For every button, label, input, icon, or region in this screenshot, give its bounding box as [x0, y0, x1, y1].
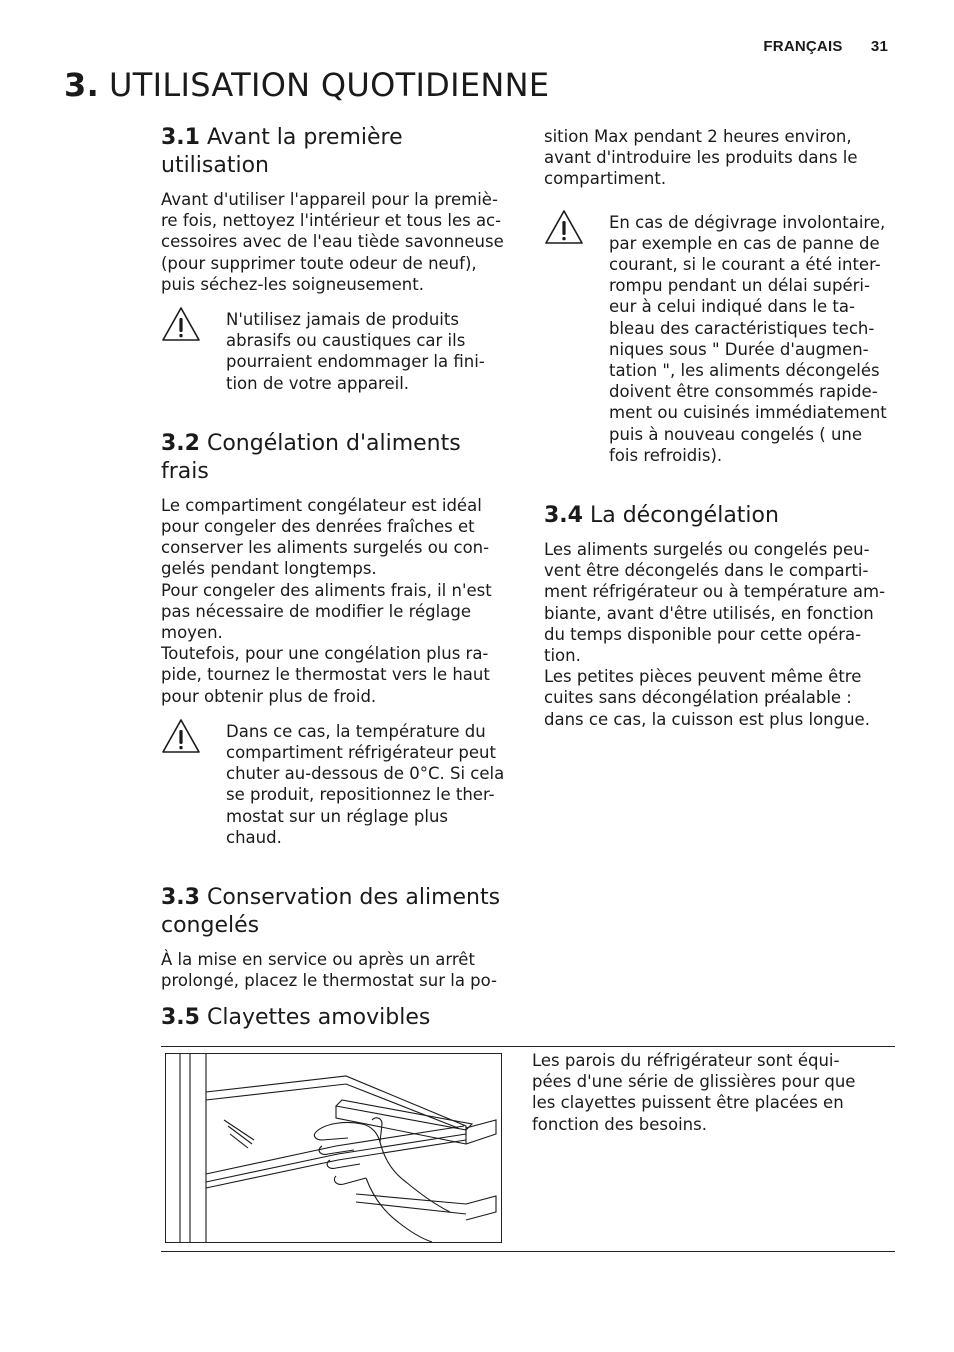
page-header	[763, 38, 888, 55]
header-language: FRANÇAIS	[763, 38, 843, 55]
section-3-3-heading	[161, 884, 513, 940]
warning-text: En cas de dégivrage involontaire, par exemple en cas de panne de courant, si le courant a été inter- rompu pendant un délai supéri- eur à celui indiqué dans le ta- bleau des caractéristiques tech- niques sous " Durée d'augmen- tation ", les aliments décongelés doivent être consommés rapide- ment ou cuisinés immédiatement puis à nouveau congelés ( une fois refroidis).	[609, 212, 887, 465]
section-number: 3.5	[161, 1005, 200, 1030]
section-title: Congélation d'aliments frais	[161, 430, 461, 484]
table-rule-bottom	[161, 1251, 895, 1252]
chapter-number: 3.	[64, 66, 100, 104]
section-title: La décongélation	[589, 503, 779, 529]
section-number: 3.3	[161, 885, 200, 911]
chapter-title	[64, 66, 549, 104]
warning-triangle-icon	[161, 305, 201, 343]
warning-text: Dans ce cas, la température du compartiment réfrigérateur peut chuter au-dessous de 0°C. Si cela se produit, repositionnez le ther- mostat sur un réglage plus chaud.	[226, 721, 505, 847]
right-column	[544, 126, 896, 730]
section-title: Conservation des aliments congelés	[161, 885, 501, 939]
section-number: 3.2	[161, 430, 200, 456]
warning-text: N'utilisez jamais de produits abrasifs ou caustiques car ils pourraient endommager la fini- tion de votre appareil.	[226, 310, 485, 393]
warning-triangle-icon	[544, 208, 584, 246]
section-3-2-heading	[161, 430, 513, 486]
section-title: Avant la première utilisation	[161, 125, 403, 178]
warning-triangle-icon	[161, 717, 201, 755]
section-3-4-heading	[544, 502, 896, 530]
section-number: 3.4	[544, 503, 583, 529]
left-column	[161, 124, 513, 991]
section-3-5-body: Les parois du réfrigérateur sont équi- pées d'une série de glissières pour que les clayettes puissent être placées en fonction des besoins.	[532, 1051, 856, 1134]
section-3-1-heading	[161, 124, 513, 180]
page-number: 31	[870, 38, 888, 55]
chapter-title-text: UTILISATION QUOTIDIENNE	[109, 66, 550, 104]
section-3-5	[161, 1004, 895, 1044]
section-3-2-body: Le compartiment congélateur est idéal pour congeler des denrées fraîches et conserver les aliments surgelés ou con- gelés pendant longtemps. Pour congeler des aliments frais, il n'est pas nécessaire de modifier le réglage moyen. Toutefois, pour une congélation plus ra- pide, tournez le thermostat vers le haut pour obtenir plus de froid.	[161, 495, 492, 706]
section-3-1-warning	[161, 309, 513, 394]
section-3-3-body-continued: sition Max pendant 2 heures environ, avant d'introduire les produits dans le compartiment.	[544, 127, 858, 189]
section-3-3-body: À la mise en service ou après un arrêt prolongé, placez le thermostat sur la po-	[161, 950, 498, 991]
section-3-4-body: Les aliments surgelés ou congelés peu- vent être décongelés dans le comparti- ment réfrigérateur ou à température am- biante, avant d'être utilisés, en fonction du temps disponible pour cette opéra- tion. Les petites pièces peuvent même être cuites sans décongélation préalable : dans ce cas, la cuisson est plus longue.	[544, 540, 886, 729]
shelf-removal-illustration	[165, 1053, 502, 1243]
table-rule-top	[161, 1046, 895, 1047]
section-3-3-warning	[544, 212, 896, 466]
section-3-5-heading	[161, 1004, 895, 1032]
section-3-2-warning	[161, 721, 513, 848]
section-3-1-body: Avant d'utiliser l'appareil pour la premiè- re fois, nettoyez l'intérieur et tous les ac- cessoires avec de l'eau tiède savonneuse (pour supprimer toute odeur de neuf), puis séchez-les soigneusement.	[161, 190, 504, 294]
section-number: 3.1	[161, 125, 200, 150]
section-title: Clayettes amovibles	[206, 1005, 431, 1030]
